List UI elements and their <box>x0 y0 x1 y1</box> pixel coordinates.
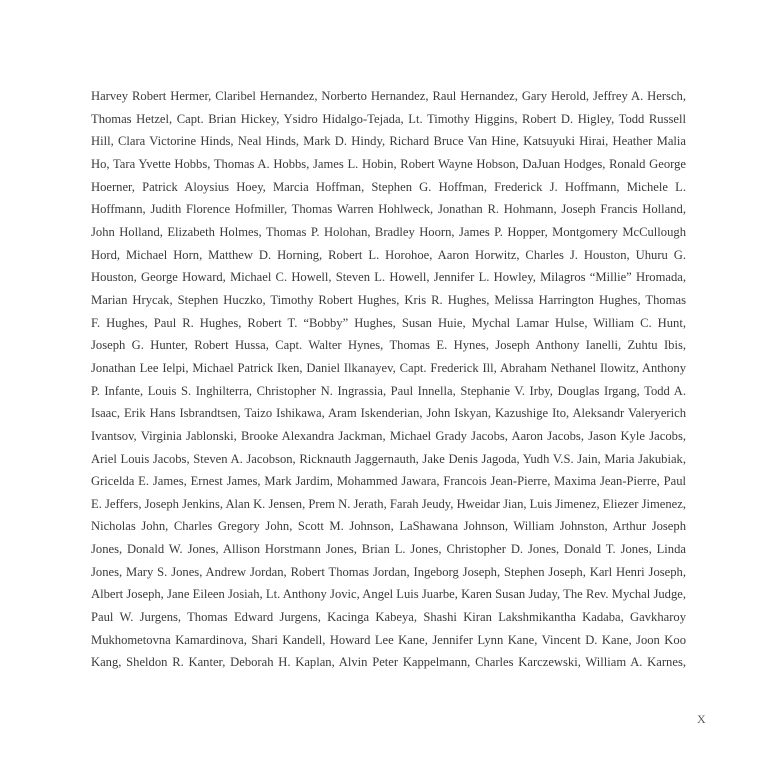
text-line: Hoerner, Patrick Aloysius Hoey, Marcia Hoffman, Stephen G. Hoffman, Frederick J. Hoffmann, Michele L. <box>91 179 686 194</box>
text-line: Hill, Clara Victorine Hinds, Neal Hinds, Mark D. Hindy, Richard Bruce Van Hine, Katsuyuki Hirai, Heather Malia <box>91 134 686 149</box>
text-line: Joseph G. Hunter, Robert Hussa, Capt. Walter Hynes, Thomas E. Hynes, Joseph Anthony Ianelli, Zuhtu Ibis, <box>91 338 686 353</box>
text-line: Paul W. Jurgens, Thomas Edward Jurgens, Kacinga Kabeya, Shashi Kiran Lakshmikantha Kadaba, Gavkharoy <box>91 610 686 625</box>
text-line: Harvey Robert Hermer, Claribel Hernandez, Norberto Hernandez, Raul Hernandez, Gary Herold, Jeffrey A. Hersch, <box>91 89 686 103</box>
text-line: Mukhometovna Kamardinova, Shari Kandell, Howard Lee Kane, Jennifer Lynn Kane, Vincent D. Kane, Joon Koo <box>91 632 686 647</box>
text-line: Hord, Michael Horn, Matthew D. Horning, Robert L. Horohoe, Aaron Horwitz, Charles J. Houston, Uhuru G. <box>91 247 686 262</box>
text-line: P. Infante, Louis S. Inghilterra, Christopher N. Ingrassia, Paul Innella, Stephanie V. Irby, Douglas Irgang, Todd A. <box>91 383 686 398</box>
text-line: Albert Joseph, Jane Eileen Josiah, Lt. Anthony Jovic, Angel Luis Juarbe, Karen Susan Juday, The Rev. Mychal Judge, <box>91 587 686 602</box>
text-line: Kang, Sheldon R. Kanter, Deborah H. Kaplan, Alvin Peter Kappelmann, Charles Karczewski, William A. Karnes, <box>91 655 686 670</box>
names-paragraph <box>91 85 686 674</box>
text-line: Ho, Tara Yvette Hobbs, Thomas A. Hobbs, James L. Hobin, Robert Wayne Hobson, DaJuan Hodges, Ronald George <box>91 156 686 171</box>
text-line: F. Hughes, Paul R. Hughes, Robert T. “Bobby” Hughes, Susan Huie, Mychal Lamar Hulse, William C. Hunt, <box>91 315 686 330</box>
text-line: Nicholas John, Charles Gregory John, Scott M. Johnson, LaShawana Johnson, William Johnston, Arthur Joseph <box>91 519 686 534</box>
text-line: Ariel Louis Jacobs, Steven A. Jacobson, Ricknauth Jaggernauth, Jake Denis Jagoda, Yudh V.S. Jain, Maria Jakubiak, <box>91 451 686 466</box>
text-line: Houston, George Howard, Michael C. Howell, Steven L. Howell, Jennifer L. Howley, Milagros “Millie” Hromada, <box>91 270 686 285</box>
page-number: X <box>697 712 707 726</box>
text-line: Thomas Hetzel, Capt. Brian Hickey, Ysidro Hidalgo-Tejada, Lt. Timothy Higgins, Robert D. Higley, Todd Russell <box>91 111 686 126</box>
text-line: Ivantsov, Virginia Jablonski, Brooke Alexandra Jackman, Michael Grady Jacobs, Aaron Jacobs, Jason Kyle Jacobs, <box>91 428 686 443</box>
text-line: E. Jeffers, Joseph Jenkins, Alan K. Jensen, Prem N. Jerath, Farah Jeudy, Hweidar Jian, Luis Jimenez, Eliezer Jimenez, <box>91 496 686 511</box>
text-line: Marian Hrycak, Stephen Huczko, Timothy Robert Hughes, Kris R. Hughes, Melissa Harrington Hughes, Thomas <box>91 292 686 307</box>
text-line: Jones, Donald W. Jones, Allison Horstmann Jones, Brian L. Jones, Christopher D. Jones, Donald T. Jones, Linda <box>91 542 686 557</box>
text-line: Gricelda E. James, Ernest James, Mark Jardim, Mohammed Jawara, Francois Jean-Pierre, Maxima Jean-Pierre, Paul <box>91 474 686 489</box>
text-line: Jonathan Lee Ielpi, Michael Patrick Iken, Daniel Ilkanayev, Capt. Frederick Ill, Abraham Nethanel Ilowitz, Anthony <box>91 360 686 375</box>
text-line: Hoffmann, Judith Florence Hofmiller, Thomas Warren Hohlweck, Jonathan R. Hohmann, Joseph Francis Holland, <box>91 202 686 217</box>
text-line: John Holland, Elizabeth Holmes, Thomas P. Holohan, Bradley Hoorn, James P. Hopper, Montgomery McCullough <box>91 224 686 239</box>
text-line: Jones, Mary S. Jones, Andrew Jordan, Robert Thomas Jordan, Ingeborg Joseph, Stephen Joseph, Karl Henri Joseph, <box>91 564 686 579</box>
text-line: Isaac, Erik Hans Isbrandtsen, Taizo Ishikawa, Aram Iskenderian, John Iskyan, Kazushige Ito, Aleksandr Valeryerich <box>91 406 686 421</box>
